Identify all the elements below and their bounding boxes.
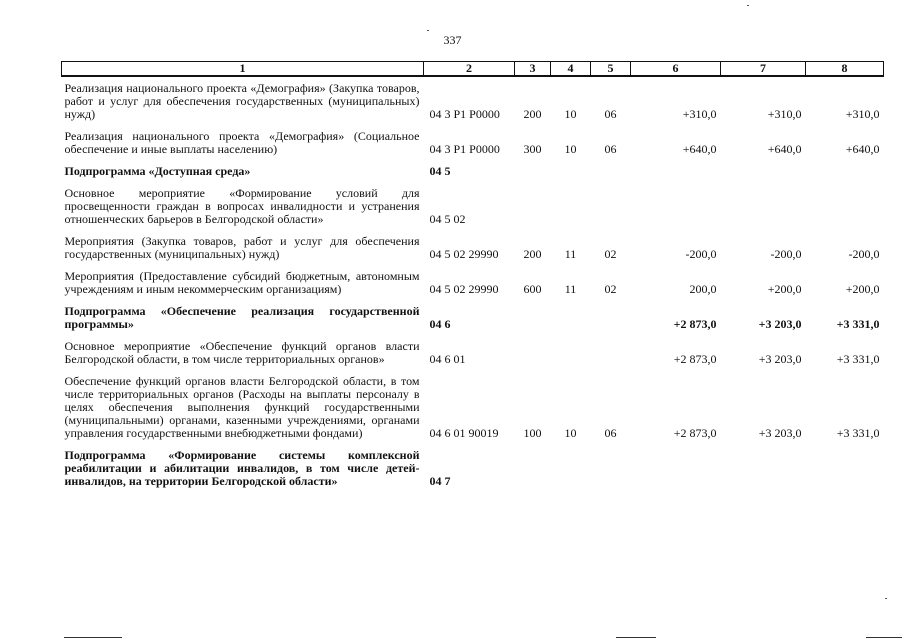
column-header: 5 <box>591 62 631 77</box>
row-amount-col8: +640,0 <box>845 142 880 156</box>
budget-table <box>61 61 884 492</box>
row-subsection: 06 <box>604 142 617 156</box>
row-expense-type: 100 <box>523 426 542 440</box>
row-code: 04 6 01 <box>429 352 466 366</box>
column-header: 2 <box>424 62 515 77</box>
row-section: 11 <box>564 282 577 296</box>
column-header: 3 <box>515 62 551 77</box>
row-description: Основное мероприятие «Обеспечение функций органов власти Белгородской области, в том числе территориальных органов» <box>64 339 420 366</box>
table-row <box>62 125 884 160</box>
row-expense-type <box>515 444 551 492</box>
row-amount-col6 <box>631 160 721 182</box>
row-section: 10 <box>564 142 577 156</box>
table-row <box>62 300 884 335</box>
table-row <box>62 160 884 182</box>
table-row <box>62 230 884 265</box>
row-amount-col6 <box>631 444 721 492</box>
row-amount-col7: +3 203,0 <box>758 317 802 331</box>
row-code: 04 5 02 29990 <box>429 247 499 261</box>
scan-edge-line <box>616 637 656 638</box>
column-header: 8 <box>806 62 884 77</box>
row-code: 04 3 Р1 Р0000 <box>429 107 500 121</box>
column-header: 1 <box>62 62 424 77</box>
row-code: 04 5 <box>429 164 451 178</box>
table-row <box>62 335 884 370</box>
row-description: Реализация национального проекта «Демография» (Социальное обеспечение и иные выплаты населению) <box>64 129 420 156</box>
row-expense-type <box>515 335 551 370</box>
row-description: Мероприятия (Предоставление субсидий бюджетным, автономным учреждениям и иным некоммерческим организациям) <box>64 269 420 296</box>
row-amount-col7: +3 203,0 <box>758 426 802 440</box>
table-header-row <box>62 62 884 77</box>
row-code: 04 5 02 29990 <box>429 282 499 296</box>
scan-edge-line <box>64 637 122 638</box>
row-description: Обеспечение функций органов власти Белгородской области, в том числе территориальных органов (Расходы на выплаты персоналу в целях обеспечения выполнения функций государственными (муниципальными) органами, казенными учреждениями, органами управления государственными внебюджетными фондами) <box>64 374 420 440</box>
row-amount-col7 <box>721 444 806 492</box>
row-code: 04 5 02 <box>429 212 466 226</box>
row-amount-col8: +310,0 <box>845 107 880 121</box>
row-section: 10 <box>564 107 577 121</box>
row-subsection: 02 <box>604 247 617 261</box>
row-amount-col8 <box>806 182 884 230</box>
row-amount-col7: +200,0 <box>767 282 802 296</box>
row-section: 11 <box>564 247 577 261</box>
scan-edge-line <box>866 637 902 638</box>
row-expense-type: 200 <box>523 107 542 121</box>
row-code: 04 7 <box>429 474 451 488</box>
row-amount-col8: -200,0 <box>848 247 880 261</box>
row-description: Подпрограмма «Доступная среда» <box>64 164 251 178</box>
table-row <box>62 265 884 300</box>
row-expense-type <box>515 160 551 182</box>
row-description: Мероприятия (Закупка товаров, работ и услуг для обеспечения государственных (муниципальных) нужд) <box>64 234 420 261</box>
row-code: 04 6 <box>429 317 451 331</box>
column-header: 4 <box>551 62 591 77</box>
table-row <box>62 76 884 125</box>
row-subsection <box>591 444 631 492</box>
row-amount-col8 <box>806 444 884 492</box>
row-subsection <box>591 160 631 182</box>
row-description: Подпрограмма «Формирование системы комплексной реабилитации и абилитации инвалидов, в том числе детей-инвалидов, на территории Белгородской области» <box>64 448 420 488</box>
row-amount-col6: +2 873,0 <box>673 352 717 366</box>
row-amount-col6 <box>631 182 721 230</box>
row-amount-col7: +3 203,0 <box>758 352 802 366</box>
scan-speck <box>427 30 429 31</box>
row-section <box>551 182 591 230</box>
row-amount-col7 <box>721 182 806 230</box>
row-expense-type: 300 <box>523 142 542 156</box>
table-body <box>62 76 884 492</box>
row-description: Подпрограмма «Обеспечение реализация государственной программы» <box>64 304 420 331</box>
row-description: Реализация национального проекта «Демография» (Закупка товаров, работ и услуг для обеспечения государственных (муниципальных) нужд) <box>64 81 420 121</box>
row-amount-col6: +2 873,0 <box>673 426 717 440</box>
row-description: Основное мероприятие «Формирование условий для просвещенности граждан в вопросах инвалидности и устранения отношенческих барьеров в Белгородской области» <box>64 186 420 226</box>
row-amount-col8: +3 331,0 <box>836 426 880 440</box>
row-amount-col8: +200,0 <box>845 282 880 296</box>
row-amount-col7 <box>721 160 806 182</box>
row-amount-col6: 200,0 <box>689 282 717 296</box>
row-amount-col7: +640,0 <box>767 142 802 156</box>
row-amount-col7: +310,0 <box>767 107 802 121</box>
row-section: 10 <box>564 426 577 440</box>
row-subsection <box>591 182 631 230</box>
column-header: 6 <box>631 62 721 77</box>
row-amount-col8 <box>806 160 884 182</box>
row-code: 04 6 01 90019 <box>429 426 499 440</box>
row-section <box>551 335 591 370</box>
row-expense-type: 600 <box>523 282 542 296</box>
table-row <box>62 370 884 444</box>
row-amount-col8: +3 331,0 <box>836 352 880 366</box>
row-amount-col6: +310,0 <box>682 107 717 121</box>
row-section <box>551 160 591 182</box>
row-subsection: 02 <box>604 282 617 296</box>
row-expense-type <box>515 182 551 230</box>
row-subsection: 06 <box>604 107 617 121</box>
row-subsection <box>591 335 631 370</box>
column-header: 7 <box>721 62 806 77</box>
page-number: 337 <box>443 33 462 47</box>
row-subsection: 06 <box>604 426 617 440</box>
row-expense-type <box>515 300 551 335</box>
scan-speck <box>747 5 749 6</box>
row-section <box>551 300 591 335</box>
row-amount-col8: +3 331,0 <box>836 317 880 331</box>
row-section <box>551 444 591 492</box>
row-amount-col6: -200,0 <box>685 247 717 261</box>
table-row <box>62 444 884 492</box>
row-amount-col7: -200,0 <box>770 247 802 261</box>
row-subsection <box>591 300 631 335</box>
row-expense-type: 200 <box>523 247 542 261</box>
row-amount-col6: +640,0 <box>682 142 717 156</box>
row-amount-col6: +2 873,0 <box>673 317 717 331</box>
scan-speck <box>885 598 887 599</box>
row-code: 04 3 Р1 Р0000 <box>429 142 500 156</box>
table-row <box>62 182 884 230</box>
